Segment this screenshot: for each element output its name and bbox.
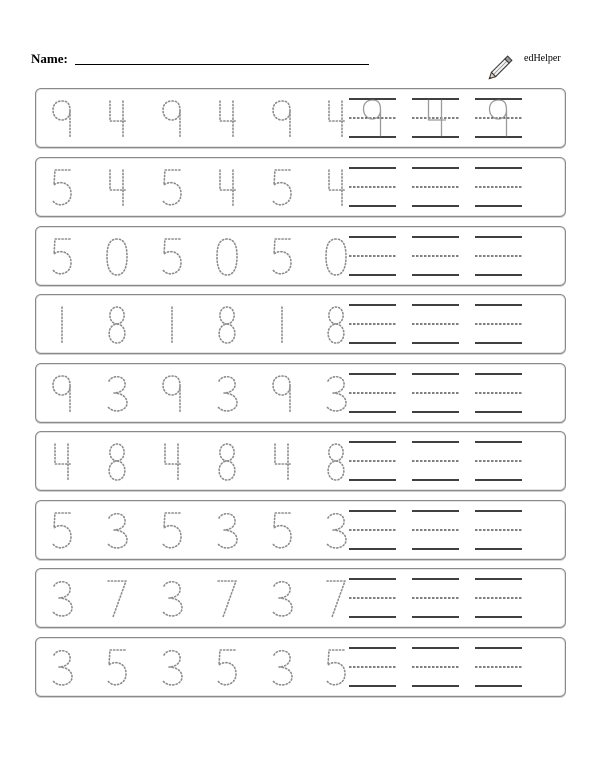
practice-lines[interactable] (412, 374, 459, 412)
trace-digit-4 (220, 101, 237, 137)
trace-digit-4 (275, 444, 292, 480)
trace-digit-0 (217, 239, 237, 275)
trace-digit-4 (110, 170, 127, 206)
trace-digit-5 (163, 170, 181, 205)
practice-lines[interactable] (475, 579, 522, 617)
practice-lines[interactable] (412, 237, 459, 275)
tracing-row (35, 568, 566, 628)
practice-lines[interactable] (475, 305, 522, 343)
trace-digit-4 (110, 101, 127, 137)
practice-lines[interactable] (412, 99, 459, 137)
trace-digit-5 (273, 170, 291, 205)
trace-digit-5 (53, 513, 71, 548)
tracing-row (35, 363, 566, 423)
trace-digit-3 (108, 377, 127, 411)
trace-digit-3 (53, 582, 72, 616)
practice-lines[interactable] (412, 579, 459, 617)
trace-digit-0 (326, 239, 346, 275)
practice-lines[interactable] (349, 99, 396, 137)
trace-digit-7 (218, 581, 236, 617)
trace-digit-3 (163, 651, 182, 685)
trace-digit-9 (163, 101, 180, 137)
trace-digit-3 (273, 651, 292, 685)
trace-digit-3 (273, 582, 292, 616)
practice-lines[interactable] (475, 168, 522, 206)
trace-digit-9 (273, 101, 290, 137)
trace-digit-3 (163, 582, 182, 616)
trace-digit-5 (53, 170, 71, 205)
trace-digit-5 (218, 650, 236, 685)
trace-digit-5 (163, 513, 181, 548)
practice-lines[interactable] (412, 305, 459, 343)
practice-lines[interactable] (349, 305, 396, 343)
trace-digit-8 (219, 307, 235, 343)
trace-digit-4 (220, 170, 237, 206)
practice-lines[interactable] (349, 511, 396, 549)
trace-digit-3 (53, 651, 72, 685)
trace-digit-8 (219, 444, 235, 480)
trace-digit-5 (327, 650, 345, 685)
trace-digit-3 (218, 514, 237, 548)
trace-digit-8 (109, 307, 125, 343)
trace-digit-9 (53, 376, 70, 412)
trace-digit-4 (329, 101, 346, 137)
practice-lines[interactable] (475, 99, 522, 137)
trace-digit-7 (327, 581, 345, 617)
trace-digit-5 (53, 239, 71, 274)
trace-digit-8 (109, 444, 125, 480)
practice-lines[interactable] (475, 442, 522, 480)
trace-digit-8 (328, 307, 344, 343)
trace-digit-8 (328, 444, 344, 480)
practice-lines[interactable] (412, 511, 459, 549)
tracing-row (35, 637, 566, 697)
tracing-row (35, 88, 566, 148)
practice-lines[interactable] (349, 374, 396, 412)
trace-digit-4 (55, 444, 72, 480)
trace-digit-9 (273, 376, 290, 412)
trace-digit-3 (218, 377, 237, 411)
practice-lines[interactable] (475, 374, 522, 412)
trace-digit-3 (327, 377, 346, 411)
trace-digit-3 (327, 514, 346, 548)
tracing-row (35, 431, 566, 491)
trace-digit-4 (165, 444, 182, 480)
trace-digit-3 (108, 514, 127, 548)
practice-lines[interactable] (412, 168, 459, 206)
tracing-row (35, 157, 566, 217)
tracing-row (35, 294, 566, 354)
practice-lines[interactable] (475, 648, 522, 686)
practice-lines[interactable] (412, 648, 459, 686)
trace-digit-9 (163, 376, 180, 412)
trace-digit-9 (53, 101, 70, 137)
name-label: Name: (31, 51, 68, 66)
practice-lines[interactable] (412, 442, 459, 480)
practice-lines[interactable] (475, 511, 522, 549)
trace-digit-5 (273, 239, 291, 274)
practice-lines[interactable] (349, 168, 396, 206)
tracing-row (35, 500, 566, 560)
practice-lines[interactable] (349, 579, 396, 617)
trace-digit-5 (163, 239, 181, 274)
trace-digit-7 (108, 581, 126, 617)
practice-lines[interactable] (475, 237, 522, 275)
trace-digit-0 (107, 239, 127, 275)
practice-lines[interactable] (349, 442, 396, 480)
trace-digit-5 (108, 650, 126, 685)
practice-lines[interactable] (349, 648, 396, 686)
tracing-row (35, 226, 566, 286)
trace-digit-5 (273, 513, 291, 548)
trace-digit-4 (329, 170, 346, 206)
practice-lines[interactable] (349, 237, 396, 275)
brand-label: edHelper (524, 53, 561, 64)
